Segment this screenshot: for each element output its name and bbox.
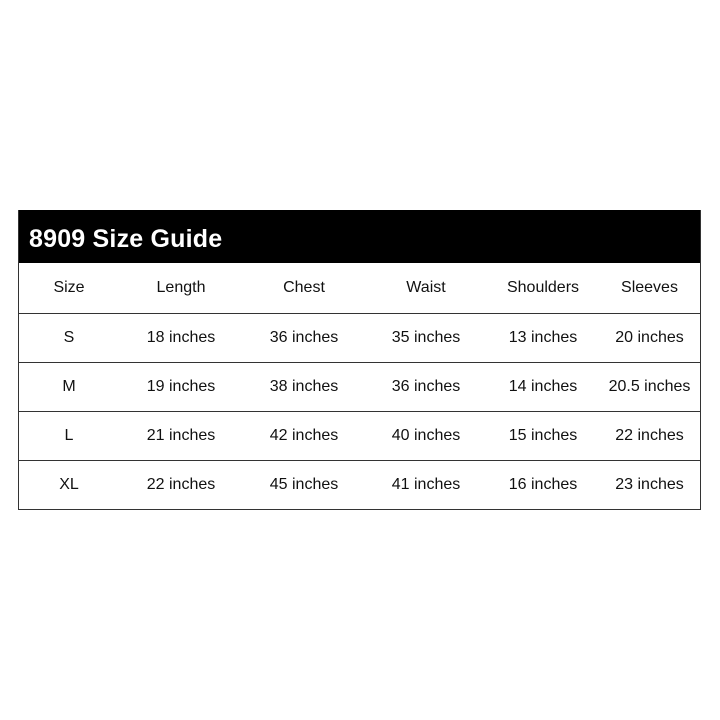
header-size: Size: [53, 279, 85, 296]
table-row: [19, 411, 700, 460]
waist-cell: 35 inches: [391, 329, 461, 346]
table-row: [19, 313, 700, 362]
table-row: [19, 460, 700, 509]
length-cell: 21 inches: [146, 427, 216, 444]
size-cell: M: [62, 378, 76, 395]
header-chest: Chest: [283, 279, 325, 296]
chest-cell: 36 inches: [269, 329, 339, 346]
header-length: Length: [156, 279, 206, 296]
size-cell: S: [63, 329, 75, 346]
waist-cell: 41 inches: [391, 476, 461, 493]
table-row: [19, 362, 700, 411]
size-guide-table: [18, 210, 701, 510]
header-row: [19, 263, 700, 313]
waist-cell: 40 inches: [391, 427, 461, 444]
chest-cell: 45 inches: [269, 476, 339, 493]
header-sleeves: Sleeves: [621, 279, 678, 296]
sleeves-cell: 20 inches: [615, 329, 684, 346]
title-bar: [19, 210, 700, 263]
sleeves-cell: 22 inches: [615, 427, 684, 444]
header-shoulders: Shoulders: [506, 279, 580, 296]
length-cell: 19 inches: [146, 378, 216, 395]
chest-cell: 38 inches: [269, 378, 339, 395]
size-guide-title: 8909 Size Guide: [29, 225, 223, 253]
length-cell: 22 inches: [146, 476, 216, 493]
size-cell: XL: [59, 476, 79, 493]
waist-cell: 36 inches: [391, 378, 461, 395]
sleeves-cell: 23 inches: [615, 476, 684, 493]
header-waist: Waist: [406, 279, 446, 296]
shoulders-cell: 15 inches: [508, 427, 578, 444]
shoulders-cell: 14 inches: [508, 378, 578, 395]
length-cell: 18 inches: [146, 329, 216, 346]
chest-cell: 42 inches: [269, 427, 339, 444]
sleeves-cell: 20.5 inches: [608, 378, 691, 395]
shoulders-cell: 16 inches: [508, 476, 578, 493]
shoulders-cell: 13 inches: [508, 329, 578, 346]
size-cell: L: [64, 427, 74, 444]
